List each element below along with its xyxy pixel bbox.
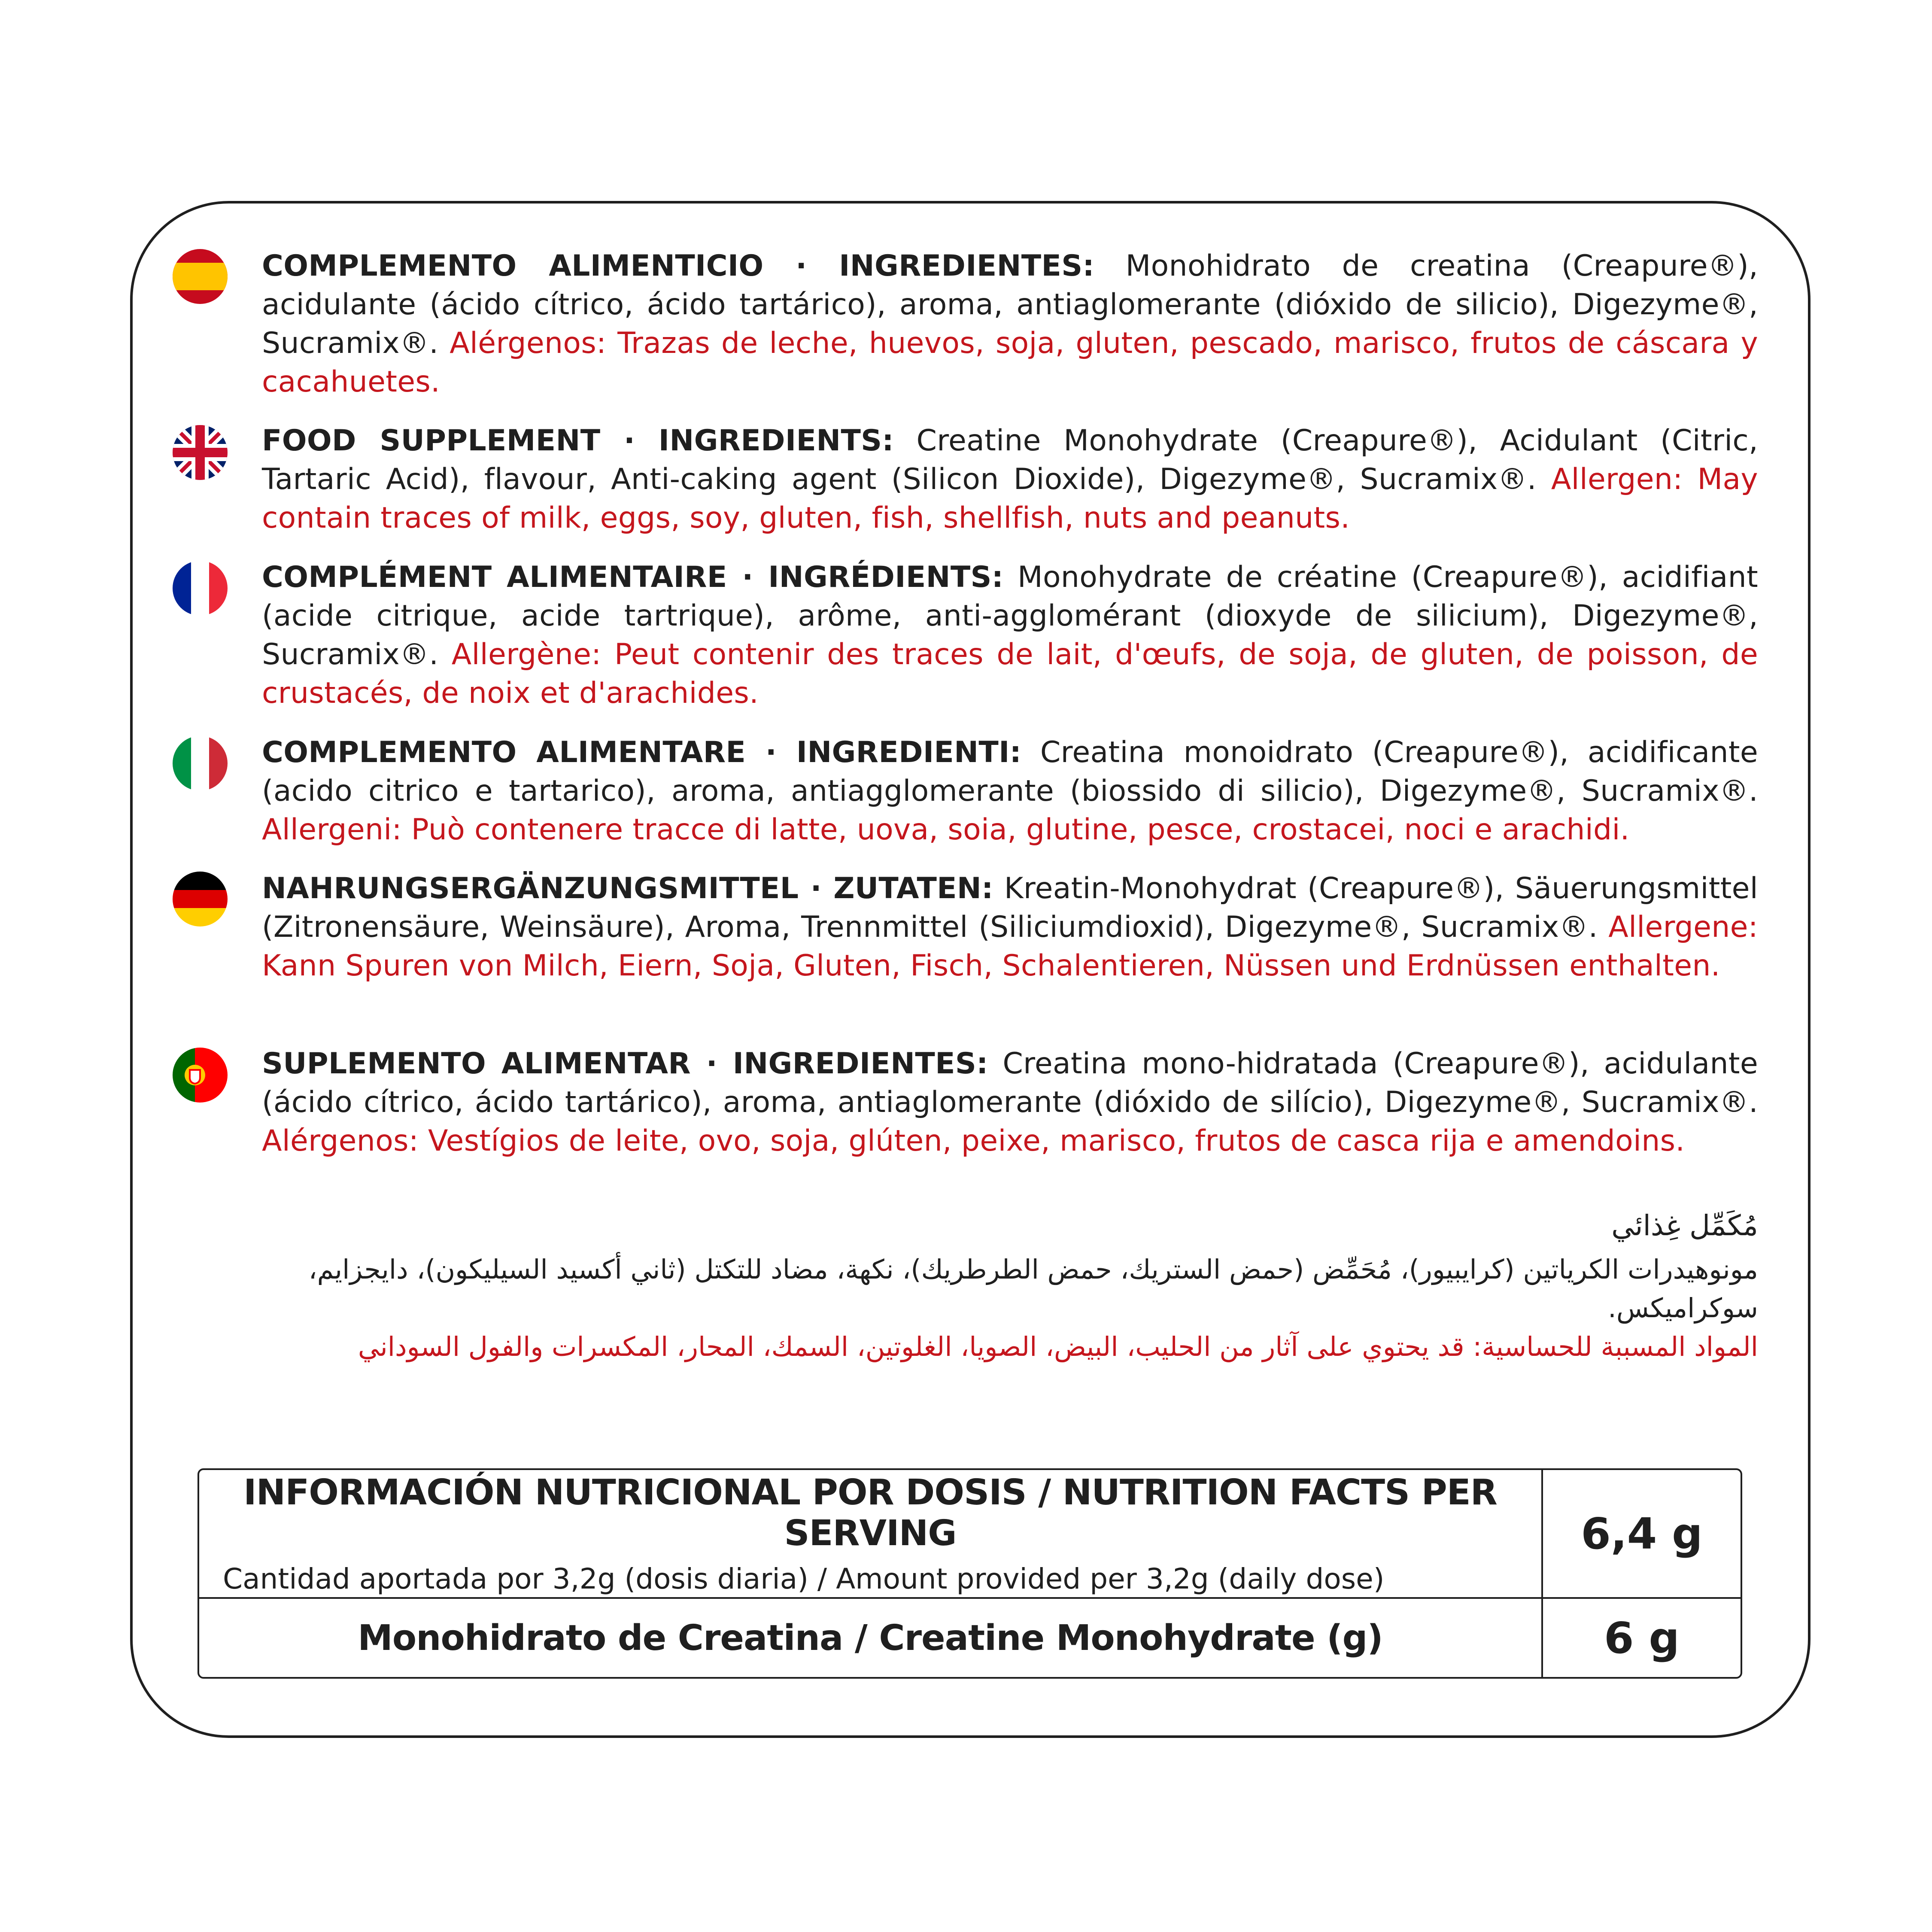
ingredients-de [262, 869, 1758, 985]
allergens-it: Allergeni: Può contenere tracce di latte, uova, soia, glutine, pesce, crostacei, noci e arachidi. [262, 813, 1630, 847]
heading-es: COMPLEMENTO ALIMENTICIO · INGREDIENTES: [262, 249, 1094, 283]
allergens-es: Alérgenos: Trazas de leche, huevos, soja, gluten, pescado, marisco, frutos de cáscara y cacahuetes. [262, 326, 1758, 399]
allergens-pt: Alérgenos: Vestígios de leite, ovo, soja, glúten, peixe, marisco, frutos de casca rija e amendoins. [262, 1124, 1685, 1158]
ingredients-text-de: Kreatin-Monohydrat (Creapure®), Säuerungsmittel (Zitronensäure, Weinsäure), Aroma, Trennmittel (Siliciumdioxid), Digezyme®, Sucramix®. [262, 872, 1758, 944]
heading-pt: SUPLEMENTO ALIMENTAR · INGREDIENTES: [262, 1047, 988, 1081]
ingredients-en [262, 422, 1758, 538]
allergens-en: Allergen: May contain traces of milk, eggs, soy, gluten, fish, shellfish, nuts and peanuts. [262, 462, 1758, 535]
creatine-label: Monohidrato de Creatina / Creatine Monohydrate (g) [199, 1599, 1543, 1677]
spain-flag-icon [173, 249, 228, 304]
heading-fr: COMPLÉMENT ALIMENTAIRE · INGRÉDIENTS: [262, 560, 1004, 594]
allergens-ar: المواد المسببة للحساسية: قد يحتوي على آثار من الحليب، البيض، الصويا، الغلوتين، السمك، المحار، المكسرات والفول السوداني [358, 1331, 1758, 1362]
germany-flag-icon [173, 872, 228, 927]
italy-flag-icon [173, 736, 228, 791]
portugal-flag-icon [173, 1048, 228, 1103]
creatine-value: 6 g [1604, 1613, 1680, 1663]
ingredients-text-pt: Creatina mono-hidratada (Creapure®), acidulante (ácido cítrico, ácido tartárico), aroma, antiaglomerante (dióxido de silício), Digezyme®, Sucramix®. [262, 1047, 1758, 1119]
heading-en: FOOD SUPPLEMENT · INGREDIENTS: [262, 424, 894, 458]
ingredients-pt [262, 1045, 1758, 1160]
ingredients-fr [262, 558, 1758, 713]
serving-value: 6,4 g [1543, 1470, 1741, 1599]
heading-it: COMPLEMENTO ALIMENTARE · INGREDIENTI: [262, 735, 1022, 769]
allergens-fr: Allergène: Peut contenir des traces de lait, d'œufs, de soja, de gluten, de poisson, de crustacés, de noix et d'arachides. [262, 638, 1759, 710]
nutrition-table [197, 1468, 1742, 1679]
ingredients-text-fr: Monohydrate de créatine (Creapure®), acidifiant (acide citrique, acide tartrique), arôme, anti-agglomérant (dioxyde de silicium), Digezyme®, Sucramix®. [262, 560, 1758, 671]
ingredients-text-it: Creatina monoidrato (Creapure®), acidificante (acido citrico e tartarico), aroma, antiagglomerante (biossido di silicio), Digezyme®, Sucramix®. [262, 735, 1758, 808]
heading-de: NAHRUNGSERGÄNZUNGSMITTEL · ZUTATEN: [262, 872, 993, 905]
uk-flag-icon [173, 425, 228, 480]
nutrition-title: INFORMACIÓN NUTRICIONAL POR DOSIS / NUTRITION FACTS PER SERVING [243, 1472, 1497, 1554]
ingredients-text-es: Monohidrato de creatina (Creapure®), acidulante (ácido cítrico, ácido tartárico), aroma, antiaglomerante (dióxido de silicio), Digezyme®, Sucramix®. [262, 249, 1758, 360]
nutrition-header [199, 1470, 1543, 1599]
nutrition-header-row [199, 1470, 1741, 1599]
ingredients-text-en: Creatine Monohydrate (Creapure®), Acidulant (Citric, Tartaric Acid), flavour, Anti-caking agent (Silicon Dioxide), Digezyme®, Sucramix®. [262, 424, 1758, 496]
ingredients-it [262, 733, 1758, 849]
heading-ar: مُكَمِّل غِذائي [1611, 1209, 1758, 1242]
ingredients-es [262, 247, 1758, 401]
table-row [199, 1599, 1741, 1677]
allergens-de: Allergene: Kann Spuren von Milch, Eiern, Soja, Gluten, Fisch, Schalentieren, Nüssen und Erdnüssen enthalten. [262, 910, 1758, 983]
ingredients-ar [232, 1206, 1758, 1366]
france-flag-icon [173, 561, 228, 616]
ingredients-text-ar: مونوهيدرات الكرياتين (كرايبيور)، مُحَمِّض (حمض الستريك، حمض الطرطريك)، نكهة، مضاد للتكتل (ثاني أكسيد السيليكون)، دايجزايم، سوكراميكس. [308, 1254, 1758, 1324]
nutrition-subtitle: Cantidad aportada por 3,2g (dosis diaria) / Amount provided per 3,2g (daily dose) [223, 1562, 1385, 1595]
